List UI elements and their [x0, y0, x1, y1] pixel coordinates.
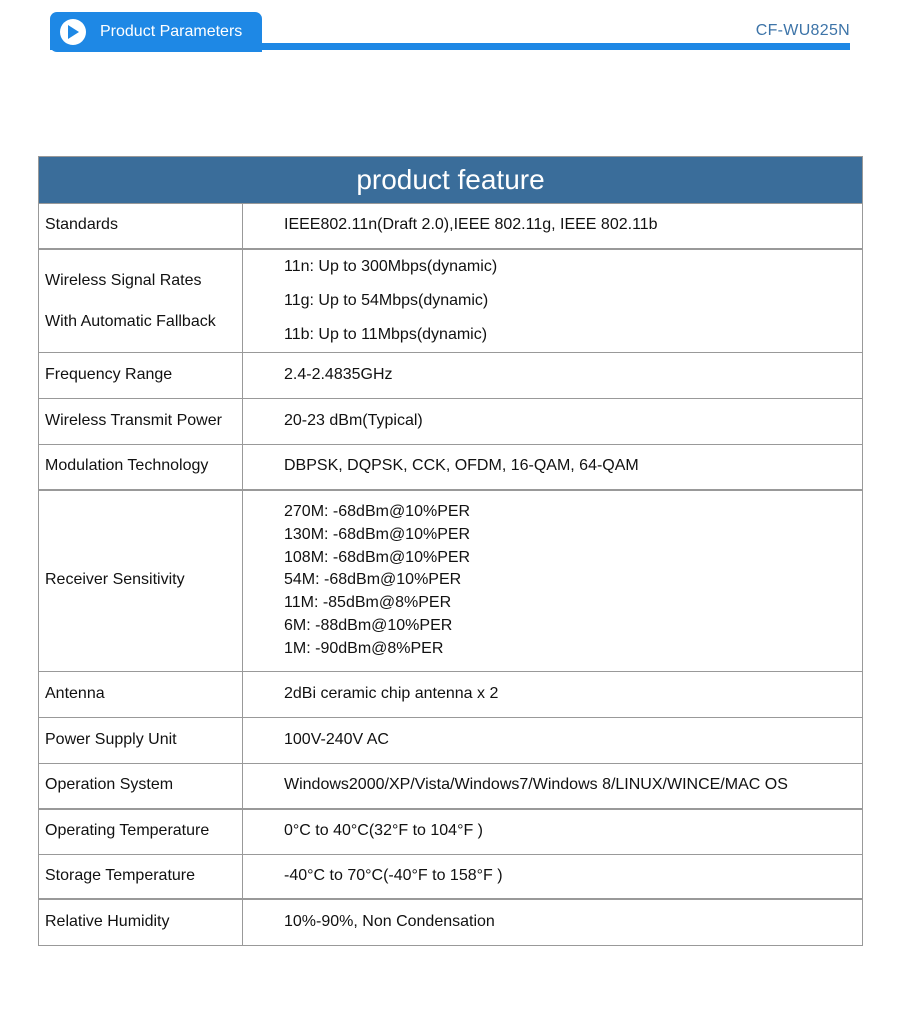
row-value-receiver-sensitivity: [243, 490, 863, 671]
value-line: 11b: Up to 11Mbps(dynamic): [284, 325, 488, 343]
row-value-power-supply: 100V-240V AC: [243, 717, 863, 763]
row-label-antenna: Antenna: [39, 671, 243, 717]
row-label-signal-rates: [39, 249, 243, 353]
row-value-storage-temperature: -40°C to 70°C(-40°F to 158°F ): [243, 854, 863, 899]
row-label-transmit-power: Wireless Transmit Power: [39, 398, 243, 444]
value-line: 270M: -68dBm@10%PER: [284, 502, 471, 520]
row-label-standards: Standards: [39, 204, 243, 249]
table-title: product feature: [39, 157, 863, 204]
label-line: Wireless Signal Rates: [45, 271, 202, 289]
value-line: 108M: -68dBm@10%PER: [284, 548, 471, 566]
row-label-storage-temperature: Storage Temperature: [39, 854, 243, 899]
play-icon: [60, 19, 86, 45]
value-line: 11g: Up to 54Mbps(dynamic): [284, 291, 489, 309]
value-line: 6M: -88dBm@10%PER: [284, 616, 453, 634]
row-label-receiver-sensitivity: Receiver Sensitivity: [39, 490, 243, 671]
product-parameters-tab[interactable]: [50, 12, 262, 52]
label-line: With Automatic Fallback: [45, 312, 216, 330]
row-value-operating-temperature: 0°C to 40°C(32°F to 104°F ): [243, 809, 863, 854]
row-value-standards: IEEE802.11n(Draft 2.0),IEEE 802.11g, IEEE 802.11b: [243, 204, 863, 249]
product-feature-table: [38, 156, 863, 946]
value-line: 130M: -68dBm@10%PER: [284, 525, 471, 543]
row-label-modulation: Modulation Technology: [39, 444, 243, 490]
row-value-antenna: 2dBi ceramic chip antenna x 2: [243, 671, 863, 717]
row-label-relative-humidity: Relative Humidity: [39, 899, 243, 945]
row-label-operation-system: Operation System: [39, 763, 243, 809]
row-label-operating-temperature: Operating Temperature: [39, 809, 243, 854]
row-label-frequency: Frequency Range: [39, 352, 243, 398]
row-value-relative-humidity: 10%-90%, Non Condensation: [243, 899, 863, 945]
row-value-transmit-power: 20-23 dBm(Typical): [243, 398, 863, 444]
row-value-frequency: 2.4-2.4835GHz: [243, 352, 863, 398]
row-value-modulation: DBPSK, DQPSK, CCK, OFDM, 16-QAM, 64-QAM: [243, 444, 863, 490]
tab-label: Product Parameters: [100, 23, 243, 40]
row-label-power-supply: Power Supply Unit: [39, 717, 243, 763]
row-value-signal-rates: [243, 249, 863, 353]
value-line: 11M: -85dBm@8%PER: [284, 594, 452, 612]
model-number: CF-WU825N: [755, 22, 850, 39]
row-value-operation-system: Windows2000/XP/Vista/Windows7/Windows 8/LINUX/WINCE/MAC OS: [243, 763, 863, 809]
value-line: 11n: Up to 300Mbps(dynamic): [284, 257, 498, 275]
value-line: 1M: -90dBm@8%PER: [284, 639, 444, 657]
value-line: 54M: -68dBm@10%PER: [284, 571, 462, 589]
